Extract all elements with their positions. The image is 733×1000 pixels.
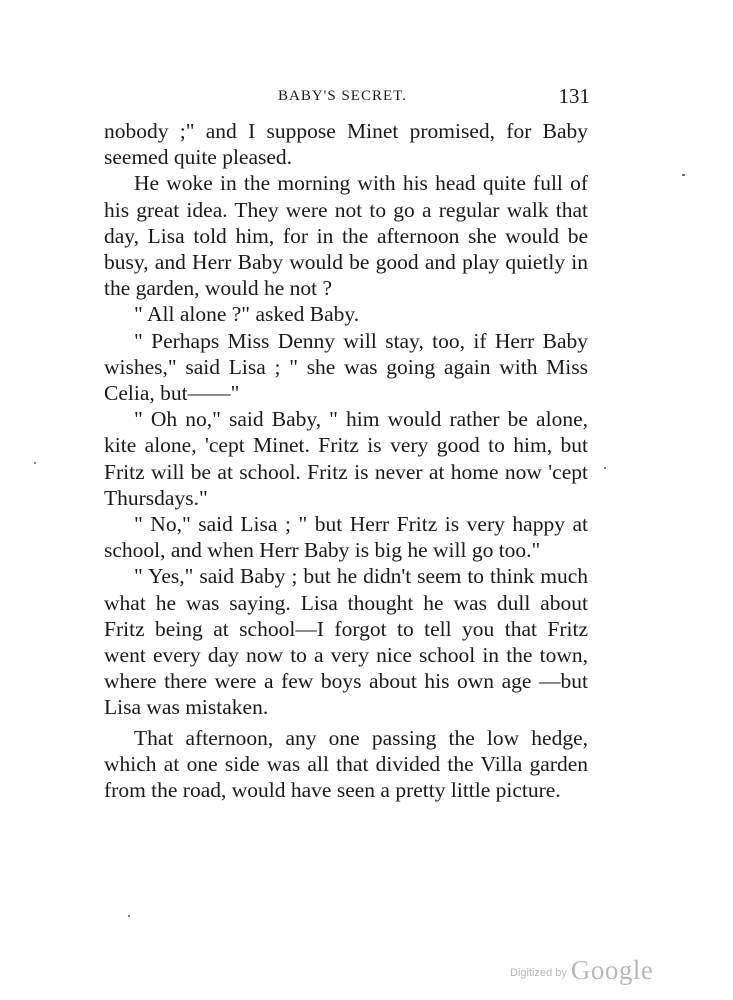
- running-head: [104, 84, 590, 108]
- scan-speck: [682, 174, 685, 176]
- paragraph: That afternoon, any one passing the low hedge, which at one side was all that divided the Villa garden from the road, would have seen a pretty little picture.: [104, 725, 588, 803]
- scan-speck: [128, 915, 130, 917]
- scan-speck: [604, 467, 606, 469]
- digitized-by-google-watermark: [510, 955, 653, 987]
- paragraph: " Yes," said Baby ; but he didn't seem to think much what he was saying. Lisa thought he was dull about Fritz being at school—I forgot to tell you that Fritz went every day now to a very nice school in the town, where there were a few boys about his own age —but Lisa was mistaken.: [104, 564, 588, 720]
- scan-speck: [34, 462, 36, 464]
- paragraph: " Oh no," said Baby, " him would rather be alone, kite alone, 'cept Minet. Fritz is very good to him, but Fritz will be at school. Fritz is never at home now 'cept Thursdays.": [104, 407, 588, 510]
- paragraph: " Perhaps Miss Denny will stay, too, if Herr Baby wishes," said Lisa ; " she was going again with Miss Celia, but——": [104, 328, 588, 406]
- body-text: [104, 118, 588, 803]
- paragraph: " No," said Lisa ; " but Herr Fritz is very happy at school, and when Herr Baby is big he will go too.": [104, 512, 588, 563]
- page-number: 131: [558, 84, 590, 108]
- google-logo: Google: [570, 955, 654, 985]
- paragraph: " All alone ?" asked Baby.: [134, 302, 360, 327]
- watermark-prefix: Digitized by: [510, 967, 567, 979]
- running-title: BABY'S SECRET.: [278, 88, 407, 104]
- paragraph: nobody ;" and I suppose Minet promised, for Baby seemed quite pleased.: [104, 119, 588, 170]
- paragraph: He woke in the morning with his head quite full of his great idea. They were not to go a regular walk that day, Lisa told him, for in the afternoon she would be busy, and Herr Baby would be good and play quietly in the garden, would he not ?: [104, 171, 588, 301]
